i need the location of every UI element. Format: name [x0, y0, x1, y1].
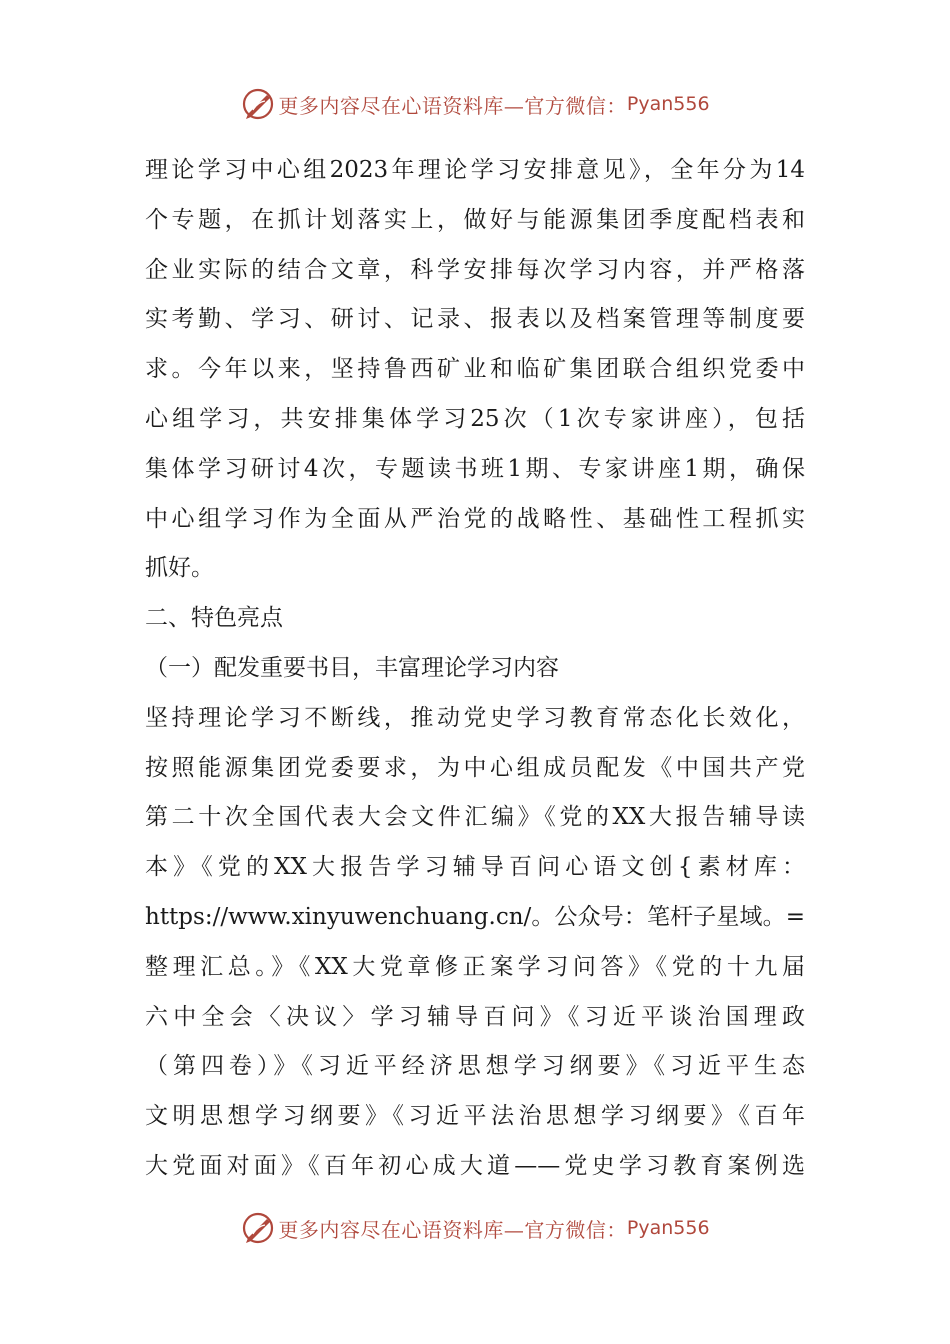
text-line: 抓好。: [145, 555, 214, 582]
text-line: 按照能源集团党委要求，为中心组成员配发《中国共产党: [145, 754, 805, 781]
text-line: 第二十次全国代表大会文件汇编》《党的XX大报告辅导读: [145, 804, 805, 831]
text-line: 理论学习中心组2023年理论学习安排意见》，全年分为14: [145, 157, 805, 183]
footer-banner: [0, 1208, 950, 1248]
text-line: 六中全会〈决议〉学习辅导百问》《习近平谈治国理政: [145, 1003, 805, 1030]
text-line: 求。今年以来，坚持鲁西矿业和临矿集团联合组织党委中: [145, 356, 805, 383]
document-body: [145, 146, 805, 1192]
pen-logo-icon: [240, 86, 276, 122]
text-line: 坚持理论学习不断线，推动党史学习教育常态化长效化，: [145, 704, 805, 731]
subsection-heading: （一）配发重要书目，丰富理论学习内容: [145, 654, 559, 681]
text-line: 文明思想学习纲要》《习近平法治思想学习纲要》《百年: [145, 1103, 805, 1130]
banner-wechat-id: Pyan556: [626, 93, 710, 115]
text-line: 大党面对面》《百年初心成大道——党史学习教育案例选: [145, 1152, 805, 1179]
text-line: 企业实际的结合文章，科学安排每次学习内容，并严格落: [145, 256, 805, 283]
banner-text: 更多内容尽在心语资料库—官方微信：: [278, 1217, 627, 1242]
banner-wechat-id: Pyan556: [626, 1217, 710, 1239]
text-line: 心组学习，共安排集体学习25次（1次专家讲座），包括: [145, 405, 805, 432]
pen-logo-icon: [240, 1210, 276, 1246]
section-heading: 二、特色亮点: [145, 605, 283, 632]
text-line: https://www.xinyuwenchuang.cn/。公众号：笔杆子星域。=: [145, 903, 805, 930]
text-line: 本》《党的XX大报告学习辅导百问心语文创{素材库：: [145, 854, 805, 881]
text-line: 个专题，在抓计划落实上，做好与能源集团季度配档表和: [145, 206, 805, 233]
header-banner: [0, 84, 950, 124]
text-line: （第四卷）》《习近平经济思想学习纲要》《习近平生态: [145, 1053, 805, 1080]
text-line: 集体学习研讨4次，专题读书班1期、专家讲座1期，确保: [145, 455, 805, 482]
banner-text: 更多内容尽在心语资料库—官方微信：: [278, 93, 627, 118]
text-line: 整理汇总。》《XX大党章修正案学习问答》《党的十九届: [145, 953, 805, 980]
text-line: 中心组学习作为全面从严治党的战略性、基础性工程抓实: [145, 505, 805, 532]
text-line: 实考勤、学习、研讨、记录、报表以及档案管理等制度要: [145, 306, 805, 333]
